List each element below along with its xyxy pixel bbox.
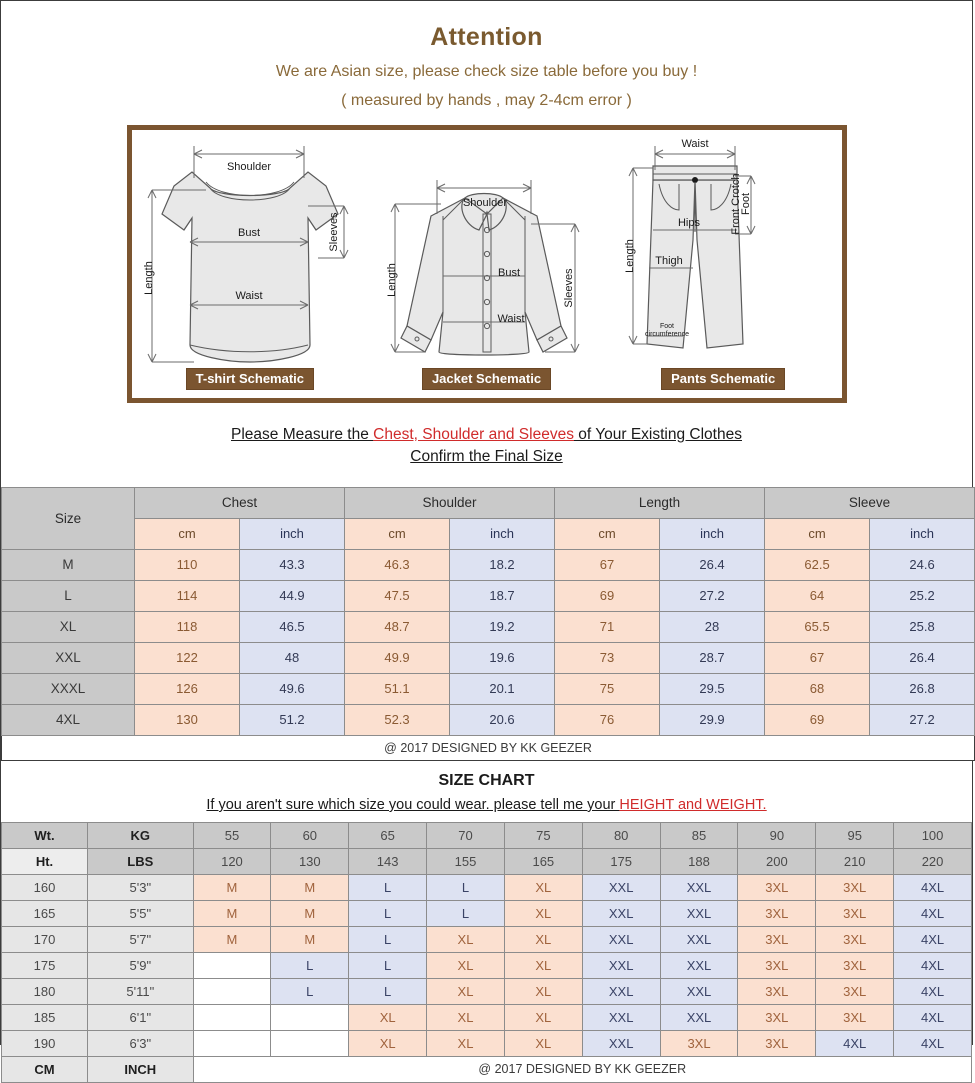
attention-title: Attention xyxy=(430,23,543,51)
jacket-schematic-label: Jacket Schematic xyxy=(422,368,551,390)
table-row xyxy=(2,1004,972,1030)
row-height-inch: 5'5" xyxy=(88,900,194,926)
table-row xyxy=(2,580,975,611)
cell-chest-inch: 48 xyxy=(240,642,345,673)
tshirt-dim-shoulder: Shoulder xyxy=(226,161,271,173)
header-kg-value: 85 xyxy=(660,822,738,848)
cell-sleeve-inch: 26.8 xyxy=(870,673,975,704)
cell-chest-cm: 122 xyxy=(135,642,240,673)
table-row xyxy=(2,549,975,580)
row-height-cm: 170 xyxy=(2,926,88,952)
size-cell: L xyxy=(427,900,505,926)
header-size: Size xyxy=(2,487,135,549)
cell-chest-inch: 44.9 xyxy=(240,580,345,611)
header-lbs-value: 210 xyxy=(816,848,894,874)
size-cell: XXL xyxy=(582,900,660,926)
header-unit-inch: inch xyxy=(450,518,555,549)
row-height-inch: 6'1" xyxy=(88,1004,194,1030)
cell-chest-inch: 43.3 xyxy=(240,549,345,580)
size-cell: XXL xyxy=(660,900,738,926)
table-header-row-units xyxy=(2,518,975,549)
cell-chest-cm: 118 xyxy=(135,611,240,642)
table-row xyxy=(2,978,972,1004)
size-cell: XL xyxy=(504,952,582,978)
size-chart-sub-pre: If you aren't sure which size you could wear. please tell me your xyxy=(206,796,620,813)
size-cell xyxy=(193,978,271,1004)
size-cell: XL xyxy=(504,874,582,900)
cell-chest-cm: 110 xyxy=(135,549,240,580)
size-cell: 4XL xyxy=(894,978,972,1004)
measure-highlight: Chest, Shoulder and Sleeves xyxy=(373,426,574,443)
pants-schematic-label: Pants Schematic xyxy=(661,368,785,390)
header-unit-inch: inch xyxy=(240,518,345,549)
header-lbs-value: 200 xyxy=(738,848,816,874)
cell-chest-cm: 126 xyxy=(135,673,240,704)
cell-length-inch: 28 xyxy=(660,611,765,642)
header-wt: Wt. xyxy=(2,822,88,848)
size-cell: 3XL xyxy=(660,1030,738,1056)
row-height-inch: 5'3" xyxy=(88,874,194,900)
credit-row xyxy=(2,735,975,760)
header-lbs-value: 188 xyxy=(660,848,738,874)
size-cell: L xyxy=(349,926,427,952)
table-row xyxy=(2,952,972,978)
credit-text: @ 2017 DESIGNED BY KK GEEZER xyxy=(2,735,975,760)
tshirt-dim-bust: Bust xyxy=(237,227,260,239)
size-cell: XXL xyxy=(582,1030,660,1056)
row-height-inch: 5'9" xyxy=(88,952,194,978)
header-kg-value: 65 xyxy=(349,822,427,848)
size-cell: L xyxy=(349,900,427,926)
header-kg-value: 70 xyxy=(427,822,505,848)
header-lbs-value: 120 xyxy=(193,848,271,874)
size-cell: XL xyxy=(504,1004,582,1030)
header-kg: KG xyxy=(88,822,194,848)
pants-dim-crotch: Foot xyxy=(739,192,752,216)
cell-length-inch: 27.2 xyxy=(660,580,765,611)
attention-header xyxy=(1,1,972,110)
jacket-dim-sleeves: Sleeves xyxy=(562,268,575,308)
row-size: XXXL xyxy=(2,673,135,704)
table-row xyxy=(2,926,972,952)
size-cell: 3XL xyxy=(816,900,894,926)
jacket-dim-bust: Bust xyxy=(497,267,520,279)
cell-chest-inch: 46.5 xyxy=(240,611,345,642)
size-measurement-table xyxy=(1,487,975,761)
size-cell: XXL xyxy=(660,926,738,952)
cell-shoulder-inch: 20.1 xyxy=(450,673,555,704)
attention-line-2: ( measured by hands , may 2-4cm error ) xyxy=(341,92,632,109)
pants-drawing xyxy=(611,130,836,398)
cell-shoulder-cm: 52.3 xyxy=(345,704,450,735)
size-cell: L xyxy=(427,874,505,900)
weight-header-row-kg xyxy=(2,822,972,848)
row-size: M xyxy=(2,549,135,580)
cell-shoulder-cm: 48.7 xyxy=(345,611,450,642)
header-unit-inch: inch xyxy=(660,518,765,549)
cell-sleeve-cm: 62.5 xyxy=(765,549,870,580)
size-cell: XXL xyxy=(582,952,660,978)
table-row xyxy=(2,642,975,673)
size-cell: XXL xyxy=(582,874,660,900)
size-cell: 4XL xyxy=(894,1004,972,1030)
measure-line-1 xyxy=(1,424,972,446)
size-cell: XXL xyxy=(582,926,660,952)
header-lbs-value: 175 xyxy=(582,848,660,874)
attention-line-1: We are Asian size, please check size table before you buy ! xyxy=(275,63,698,80)
size-cell: 3XL xyxy=(816,952,894,978)
table-header-row-groups xyxy=(2,487,975,518)
row-height-inch: 6'3" xyxy=(88,1030,194,1056)
size-cell: L xyxy=(349,874,427,900)
cell-chest-inch: 49.6 xyxy=(240,673,345,704)
size-cell: XL xyxy=(504,900,582,926)
size-cell: 3XL xyxy=(738,874,816,900)
header-group-sleeve: Sleeve xyxy=(765,487,975,518)
row-height-cm: 180 xyxy=(2,978,88,1004)
size-cell: 3XL xyxy=(816,874,894,900)
row-size: XL xyxy=(2,611,135,642)
cell-sleeve-cm: 65.5 xyxy=(765,611,870,642)
cell-sleeve-cm: 64 xyxy=(765,580,870,611)
size-cell: M xyxy=(271,874,349,900)
jacket-dim-shoulder: Shoulder xyxy=(462,197,507,209)
size-cell: XL xyxy=(349,1004,427,1030)
size-cell xyxy=(193,1004,271,1030)
cell-length-cm: 73 xyxy=(555,642,660,673)
tshirt-dim-sleeves: Sleeves xyxy=(327,212,340,252)
footer-inch: INCH xyxy=(88,1056,194,1082)
size-cell: XL xyxy=(427,1030,505,1056)
size-cell: XL xyxy=(427,926,505,952)
cell-length-inch: 29.9 xyxy=(660,704,765,735)
cell-shoulder-inch: 19.2 xyxy=(450,611,555,642)
size-cell: XXL xyxy=(660,978,738,1004)
table-row xyxy=(2,611,975,642)
header-lbs-value: 143 xyxy=(349,848,427,874)
cell-sleeve-inch: 25.8 xyxy=(870,611,975,642)
header-unit-inch: inch xyxy=(870,518,975,549)
header-unit-cm: cm xyxy=(555,518,660,549)
size-cell: XL xyxy=(349,1030,427,1056)
cell-chest-cm: 130 xyxy=(135,704,240,735)
size-cell: M xyxy=(193,874,271,900)
size-cell: XXL xyxy=(582,978,660,1004)
weight-header-row-lbs xyxy=(2,848,972,874)
cell-sleeve-cm: 67 xyxy=(765,642,870,673)
pants-schematic xyxy=(605,130,842,398)
size-cell: XL xyxy=(427,978,505,1004)
table-row xyxy=(2,900,972,926)
weight-footer-row xyxy=(2,1056,972,1082)
size-cell: 3XL xyxy=(738,978,816,1004)
cell-sleeve-inch: 26.4 xyxy=(870,642,975,673)
size-cell: M xyxy=(271,900,349,926)
size-cell: 3XL xyxy=(738,926,816,952)
table-row xyxy=(2,874,972,900)
table-row xyxy=(2,673,975,704)
pants-dim-front: Front Crotch xyxy=(729,173,742,235)
header-kg-value: 80 xyxy=(582,822,660,848)
pants-dim-foot-circ: circumference xyxy=(644,331,689,338)
tshirt-dim-length: Length xyxy=(142,261,155,295)
cell-shoulder-inch: 18.2 xyxy=(450,549,555,580)
size-cell: L xyxy=(271,978,349,1004)
measure-pre: Please Measure the xyxy=(231,426,374,443)
pants-dim-hips: Hips xyxy=(677,217,700,229)
size-cell: 3XL xyxy=(816,926,894,952)
size-cell: 4XL xyxy=(894,874,972,900)
table-row xyxy=(2,704,975,735)
tshirt-drawing xyxy=(132,130,368,398)
header-lbs-value: 130 xyxy=(271,848,349,874)
pants-dim-thigh: Thigh xyxy=(654,255,683,267)
size-cell: 3XL xyxy=(816,978,894,1004)
jacket-schematic xyxy=(368,130,605,398)
header-kg-value: 75 xyxy=(504,822,582,848)
size-chart-heading xyxy=(1,761,972,822)
jacket-dim-waist: Waist xyxy=(496,313,525,325)
row-height-cm: 185 xyxy=(2,1004,88,1030)
cell-sleeve-inch: 27.2 xyxy=(870,704,975,735)
header-kg-value: 100 xyxy=(894,822,972,848)
cell-length-inch: 26.4 xyxy=(660,549,765,580)
size-cell: 3XL xyxy=(738,1030,816,1056)
row-size: XXL xyxy=(2,642,135,673)
size-cell: L xyxy=(349,978,427,1004)
measure-line-2: Confirm the Final Size xyxy=(410,448,563,466)
size-cell: 4XL xyxy=(816,1030,894,1056)
size-cell: 4XL xyxy=(894,952,972,978)
size-cell: L xyxy=(349,952,427,978)
tshirt-dim-waist: Waist xyxy=(235,290,263,302)
size-cell: 3XL xyxy=(738,1004,816,1030)
row-size: 4XL xyxy=(2,704,135,735)
size-chart-sub-highlight: HEIGHT and WEIGHT. xyxy=(619,796,767,813)
schematic-frame xyxy=(127,125,847,403)
header-unit-cm: cm xyxy=(135,518,240,549)
size-cell: XXL xyxy=(660,952,738,978)
size-cell: L xyxy=(271,952,349,978)
header-kg-value: 90 xyxy=(738,822,816,848)
size-cell xyxy=(193,952,271,978)
size-cell: XXL xyxy=(582,1004,660,1030)
height-weight-table xyxy=(1,822,972,1083)
row-height-cm: 190 xyxy=(2,1030,88,1056)
header-lbs-value: 220 xyxy=(894,848,972,874)
measure-post: of Your Existing Clothes xyxy=(573,426,742,443)
header-lbs-value: 155 xyxy=(427,848,505,874)
header-kg-value: 60 xyxy=(271,822,349,848)
header-group-length: Length xyxy=(555,487,765,518)
size-cell xyxy=(271,1030,349,1056)
cell-chest-inch: 51.2 xyxy=(240,704,345,735)
size-cell xyxy=(271,1004,349,1030)
header-lbs-value: 165 xyxy=(504,848,582,874)
cell-chest-cm: 114 xyxy=(135,580,240,611)
size-cell: M xyxy=(271,926,349,952)
row-height-inch: 5'7" xyxy=(88,926,194,952)
jacket-drawing xyxy=(369,130,605,398)
header-lbs: LBS xyxy=(88,848,194,874)
tshirt-schematic xyxy=(132,130,369,398)
size-cell: 3XL xyxy=(816,1004,894,1030)
size-cell: 3XL xyxy=(738,952,816,978)
cell-length-cm: 69 xyxy=(555,580,660,611)
pants-dim-foot: Foot xyxy=(659,323,674,330)
cell-length-inch: 29.5 xyxy=(660,673,765,704)
cell-sleeve-cm: 68 xyxy=(765,673,870,704)
footer-credit: @ 2017 DESIGNED BY KK GEEZER xyxy=(193,1056,971,1082)
cell-sleeve-inch: 25.2 xyxy=(870,580,975,611)
size-chart-subtitle xyxy=(1,797,972,813)
row-height-cm: 175 xyxy=(2,952,88,978)
cell-sleeve-cm: 69 xyxy=(765,704,870,735)
cell-shoulder-inch: 18.7 xyxy=(450,580,555,611)
header-group-shoulder: Shoulder xyxy=(345,487,555,518)
header-unit-cm: cm xyxy=(345,518,450,549)
pants-dim-waist: Waist xyxy=(681,138,709,150)
size-cell: 4XL xyxy=(894,1030,972,1056)
tshirt-schematic-label: T-shirt Schematic xyxy=(186,368,314,390)
cell-shoulder-cm: 47.5 xyxy=(345,580,450,611)
cell-shoulder-cm: 46.3 xyxy=(345,549,450,580)
cell-length-cm: 75 xyxy=(555,673,660,704)
size-cell: XL xyxy=(504,978,582,1004)
cell-length-cm: 76 xyxy=(555,704,660,735)
size-cell: XL xyxy=(504,926,582,952)
row-height-cm: 165 xyxy=(2,900,88,926)
size-cell: XL xyxy=(504,1030,582,1056)
cell-shoulder-inch: 20.6 xyxy=(450,704,555,735)
size-cell xyxy=(193,1030,271,1056)
cell-sleeve-inch: 24.6 xyxy=(870,549,975,580)
size-cell: XL xyxy=(427,952,505,978)
pants-dim-length: Length xyxy=(623,239,636,273)
cell-shoulder-cm: 49.9 xyxy=(345,642,450,673)
measure-instruction xyxy=(1,424,972,469)
cell-length-cm: 71 xyxy=(555,611,660,642)
header-kg-value: 55 xyxy=(193,822,271,848)
cell-length-inch: 28.7 xyxy=(660,642,765,673)
size-chart-title: SIZE CHART xyxy=(438,771,535,789)
size-cell: M xyxy=(193,900,271,926)
size-cell: XL xyxy=(427,1004,505,1030)
size-cell: XXL xyxy=(660,1004,738,1030)
cell-shoulder-cm: 51.1 xyxy=(345,673,450,704)
cell-shoulder-inch: 19.6 xyxy=(450,642,555,673)
header-ht: Ht. xyxy=(2,848,88,874)
size-cell: 4XL xyxy=(894,926,972,952)
header-unit-cm: cm xyxy=(765,518,870,549)
size-cell: 3XL xyxy=(738,900,816,926)
row-size: L xyxy=(2,580,135,611)
footer-cm: CM xyxy=(2,1056,88,1082)
header-group-chest: Chest xyxy=(135,487,345,518)
cell-length-cm: 67 xyxy=(555,549,660,580)
row-height-cm: 160 xyxy=(2,874,88,900)
size-cell: M xyxy=(193,926,271,952)
size-cell: 4XL xyxy=(894,900,972,926)
header-kg-value: 95 xyxy=(816,822,894,848)
size-cell: XXL xyxy=(660,874,738,900)
row-height-inch: 5'11" xyxy=(88,978,194,1004)
jacket-dim-length: Length xyxy=(385,263,398,297)
table-row xyxy=(2,1030,972,1056)
